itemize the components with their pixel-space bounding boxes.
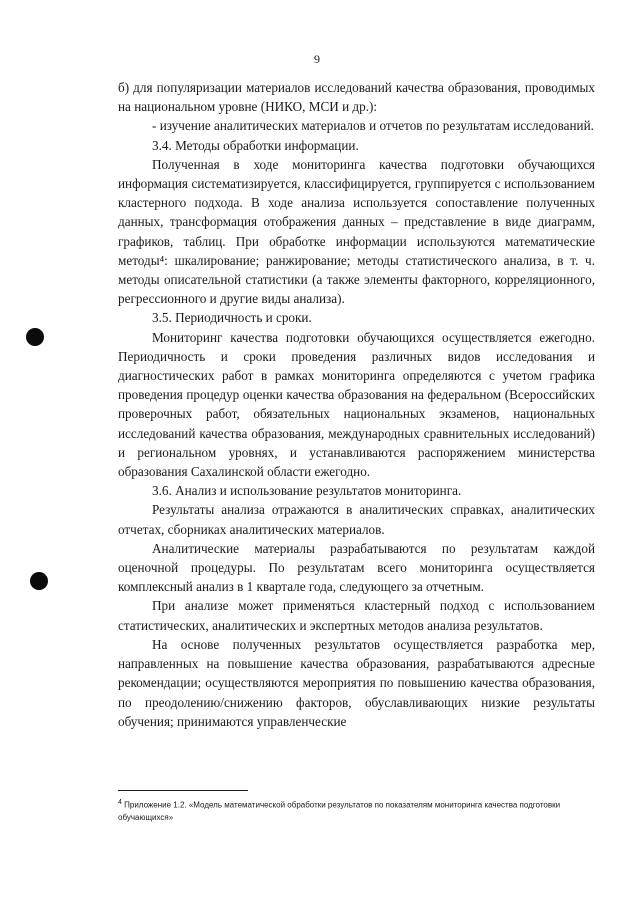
paragraph-periodicity: Мониторинг качества подготовки обучающихся осуществляется ежегодно. Периодичность и сроки проведения различных видов исследования и диагностических работ в рамках мониторинга определяются с учетом графика проведения процедур оценки качества образования на федеральном (Всероссийских проверочных работ, обязательных национальных экзаменов, национальных исследований качества образования, международных сравнительных исследований) и региональном уровнях, и устанавливаются распоряжением министерства образования Сахалинской области ежегодно. (118, 329, 595, 480)
paragraph-measures: На основе полученных результатов осуществляется разработка мер, направленных на повышение качества образования, разрабатываются адресные рекомендации; осуществляются мероприятия по повышению качества образования, по преодолению/снижению факторов, обуславливающих низкие результаты обучения; принимаются управленческие (118, 636, 595, 729)
binder-hole-bottom (30, 572, 48, 590)
section-heading-3-5: 3.5. Периодичность и сроки. (152, 310, 312, 326)
paragraph-results-reports: Результаты анализа отражаются в аналитических справках, аналитических отчетах, сборниках аналитических материалов. (118, 502, 595, 537)
paragraph-study-materials: - изучение аналитических материалов и отчетов по результатам исследований. (152, 118, 594, 134)
footnote (118, 797, 595, 824)
paragraph-analytical-materials: Аналитические материалы разрабатываются по результатам каждой оценочной процедуры. По результатам всего мониторинга осуществляется комплексный анализ в 1 квартале года, следующего за отчетным. (118, 540, 595, 595)
paragraph-processing-methods: Полученная в ходе мониторинга качества подготовки обучающихся информация систематизируется, классифицируется, группируется с использованием кластерного подхода. В ходе анализа используется сопоставление полученных данных, трансформация отображения данных – представление в виде диаграмм, графиков, таблиц. При обработке информации используются математические методы⁴: шкалирование; ранжирование; методы статистического анализа, в т. ч. методы описательной статистики (а также элементы факторного, корреляционного, регрессионного и другие виды анализа). (118, 156, 595, 307)
paragraph-popularization: б) для популяризации материалов исследований качества образования, проводимых на национальном уровне (НИКО, МСИ и др.): (118, 80, 595, 115)
paragraph-cluster-approach: При анализе может применяться кластерный подход с использованием статистических, аналитических и экспертных методов анализа результатов. (118, 598, 595, 633)
footnote-text: Приложение 1.2. «Модель математической обработки результатов по показателям мониторинга качества подготовки обучающихся» (118, 800, 561, 822)
page-number: 9 (314, 52, 320, 66)
section-heading-3-6: 3.6. Анализ и использование результатов мониторинга. (152, 483, 462, 499)
footnote-separator (118, 790, 248, 791)
document-body (118, 78, 595, 731)
binder-hole-top (26, 328, 44, 346)
section-heading-3-4: 3.4. Методы обработки информации. (152, 137, 359, 153)
footnote-marker: 4 (118, 799, 122, 806)
